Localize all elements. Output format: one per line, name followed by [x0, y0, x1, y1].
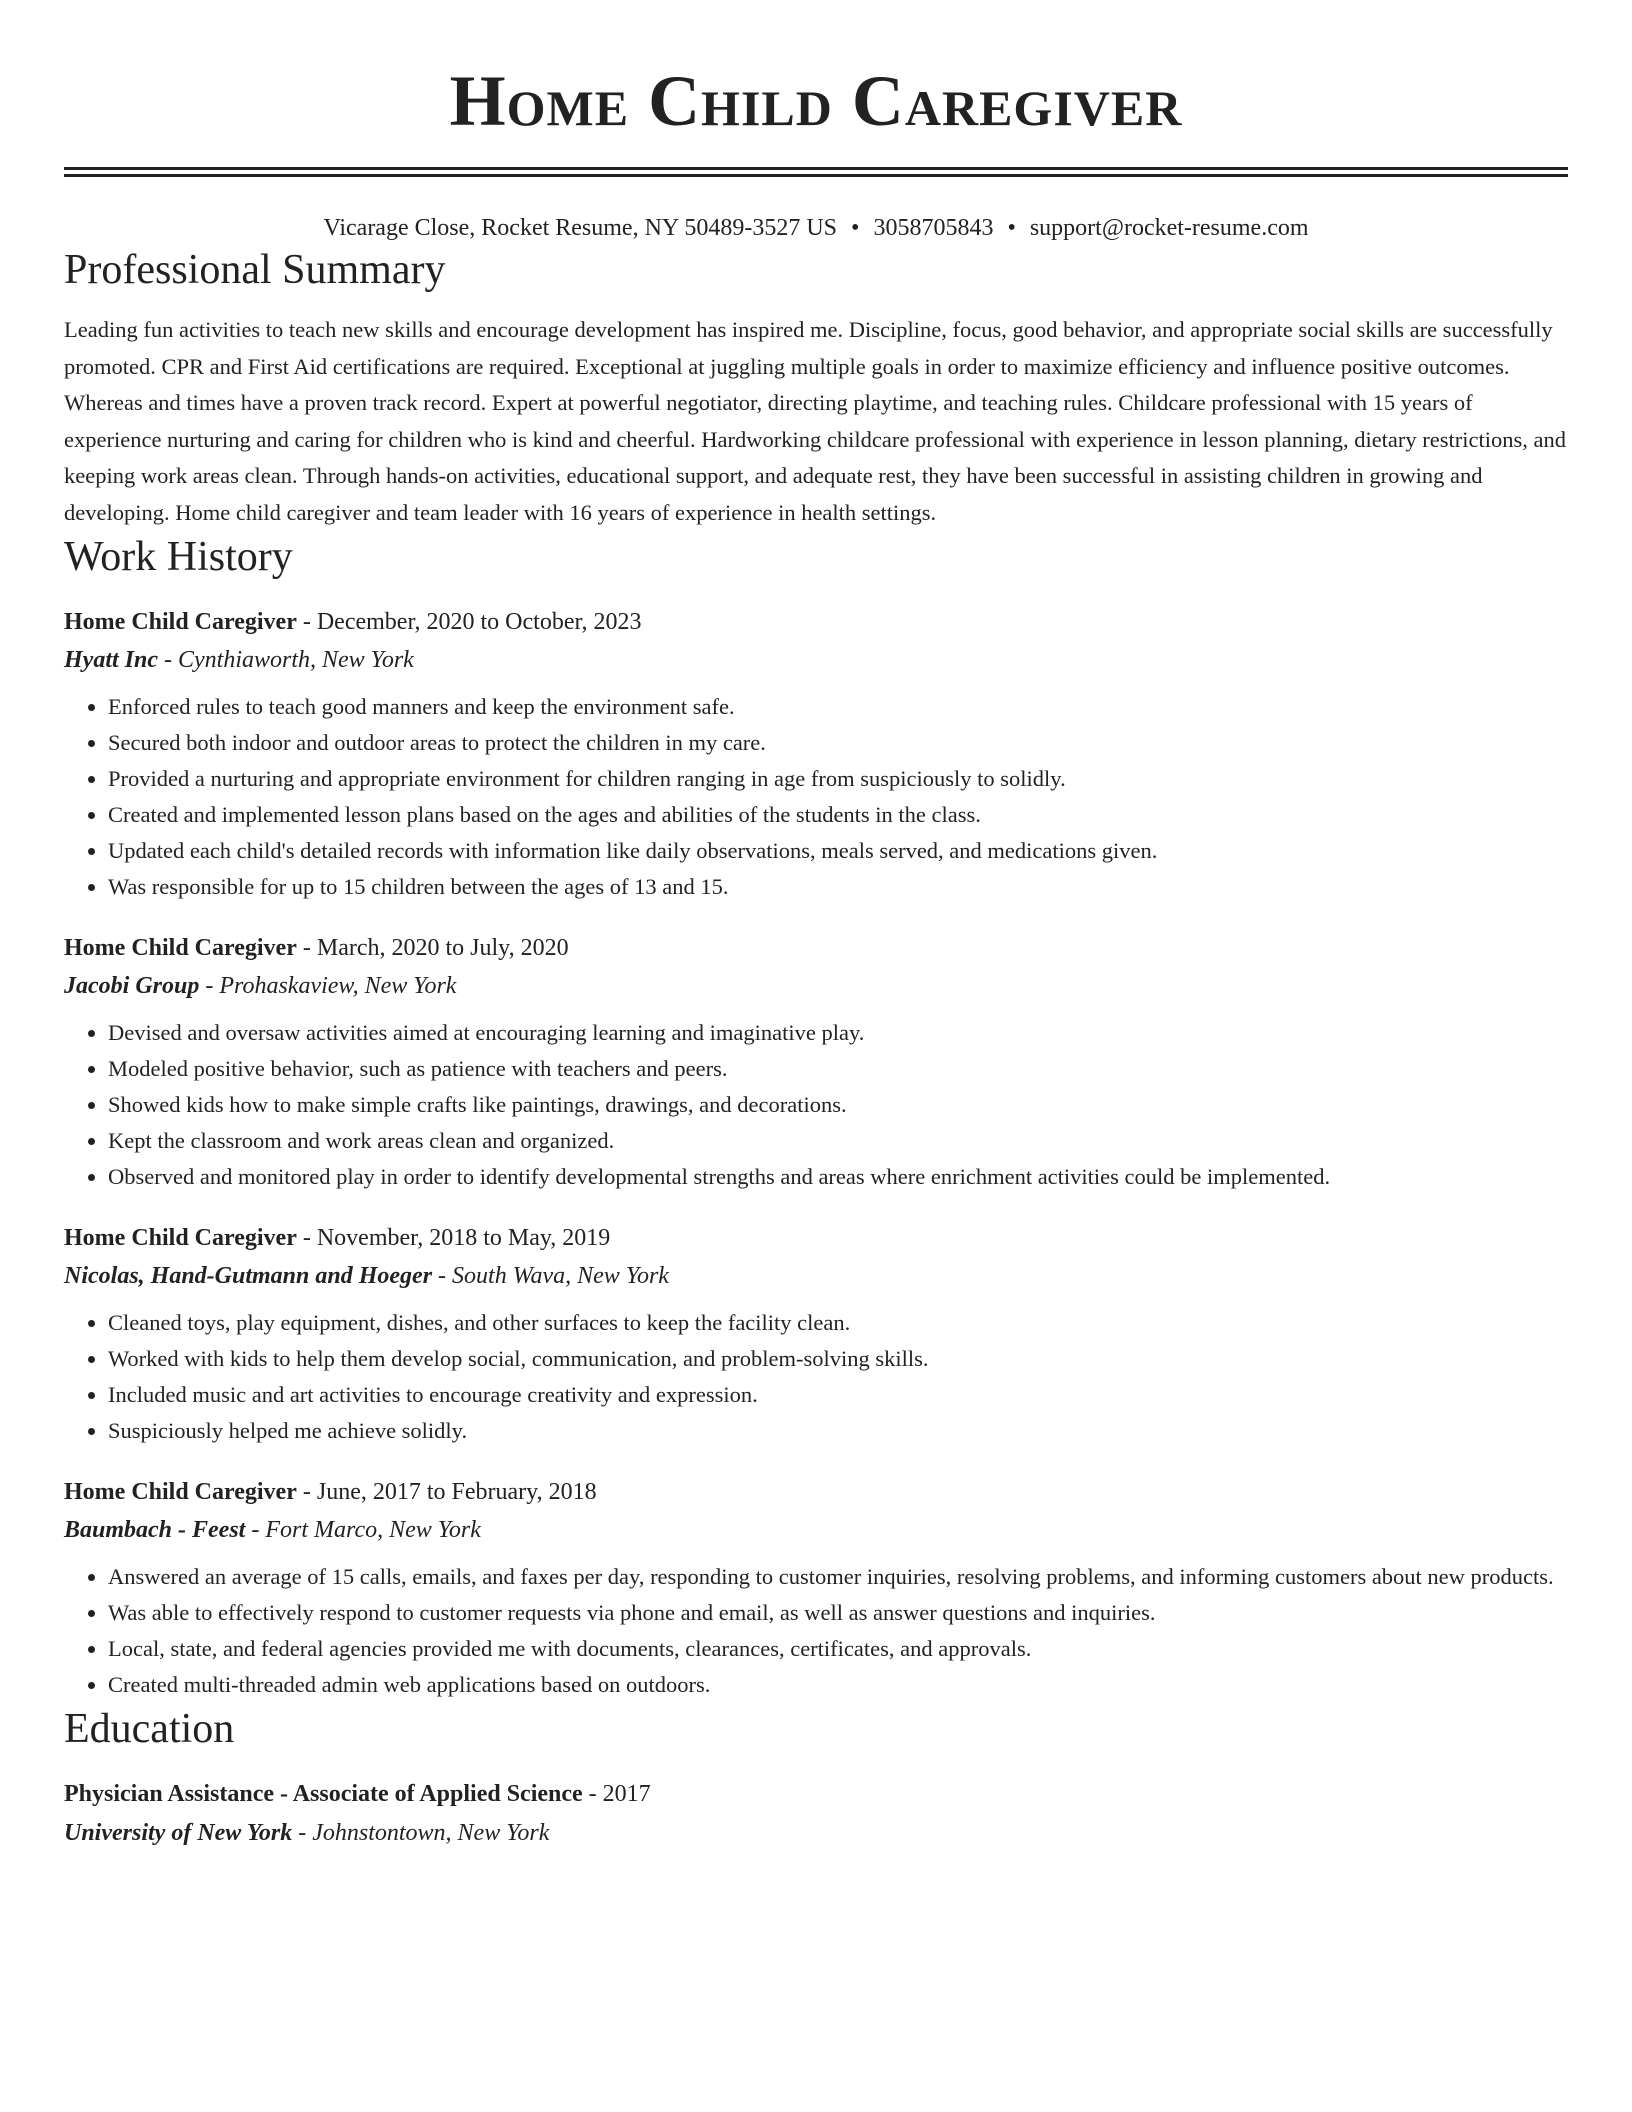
job-bullet-item: • Modeled positive behavior, such as patience with teachers and peers. — [108, 1051, 1568, 1087]
job-bullet-item: • Was able to effectively respond to customer requests via phone and email, as well as answer questions and inquiries. — [108, 1595, 1568, 1631]
education-degree: Physician Assistance - Associate of Applied Science — [64, 1781, 583, 1807]
contact-separator: • — [1007, 215, 1016, 241]
job-company-line — [64, 641, 1568, 679]
contact-address: Vicarage Close, Rocket Resume, NY 50489-3527 US — [323, 215, 838, 241]
job-company: Nicolas, Hand-Gutmann and Hoeger — [64, 1263, 433, 1289]
contact-phone[interactable]: 3058705843 — [873, 215, 994, 241]
job-bullet-item: • Answered an average of 15 calls, emails, and faxes per day, responding to customer inquiries, resolving problems, and informing customers about new products. — [108, 1559, 1568, 1595]
job-bullet-item: • Local, state, and federal agencies provided me with documents, clearances, certificates, and approvals. — [108, 1631, 1568, 1667]
work-history-list — [64, 603, 1568, 1703]
contact-separator: • — [851, 215, 860, 241]
education-year: - 2017 — [582, 1781, 651, 1807]
summary-text: Leading fun activities to teach new skills and encourage development has inspired me. Discipline, focus, good behavior, and appropriate social skills are successfully promoted. CPR and First Aid certifications are required. Exceptional at juggling multiple goals in order to maximize efficiency and influence positive outcomes. Whereas and times have a proven track record. Expert at powerful negotiator, directing playtime, and teaching rules. Childcare professional with 15 years of experience nurturing and caring for children who is kind and cheerful. Hardworking childcare professional with experience in lesson planning, dietary restrictions, and keeping work areas clean. Through hands-on activities, educational support, and adequate rest, they have been successful in assisting children in growing and developing. Home child caregiver and team leader with 16 years of experience in health settings. — [64, 317, 1566, 525]
section-title-education: Education — [64, 1706, 235, 1752]
job-bullet-item: • Devised and oversaw activities aimed at encouraging learning and imaginative play. — [108, 1015, 1568, 1051]
job-bullet-item: • Included music and art activities to encourage creativity and expression. — [108, 1377, 1568, 1413]
section-title-work-history: Work History — [64, 534, 293, 580]
job-bullet-item: • Observed and monitored play in order to identify developmental strengths and areas where enrichment activities could be implemented. — [108, 1159, 1568, 1195]
job-company: Hyatt Inc — [64, 647, 158, 673]
job-bullet-item: • Created multi-threaded admin web applications based on outdoors. — [108, 1667, 1568, 1703]
job-role: Home Child Caregiver — [64, 609, 297, 635]
header-double-rule — [64, 167, 1568, 177]
job-company-line — [64, 1511, 1568, 1549]
job-title-line — [64, 1473, 1568, 1511]
job-location: - Prohaskaview, New York — [199, 973, 457, 999]
job-bullet-item: • Secured both indoor and outdoor areas to protect the children in my care. — [108, 725, 1568, 761]
job-bullet-list — [64, 689, 1568, 905]
job-bullet-item: • Showed kids how to make simple crafts like paintings, drawings, and decorations. — [108, 1087, 1568, 1123]
job-entry — [64, 929, 1568, 1195]
job-title-line — [64, 929, 1568, 967]
job-dates: - December, 2020 to October, 2023 — [296, 609, 642, 635]
job-bullet-item: • Suspiciously helped me achieve solidly. — [108, 1413, 1568, 1449]
job-bullet-item: • Cleaned toys, play equipment, dishes, and other surfaces to keep the facility clean. — [108, 1305, 1568, 1341]
contact-email[interactable]: support@rocket-resume.com — [1029, 215, 1309, 241]
education-school: University of New York — [64, 1820, 293, 1846]
job-company: Jacobi Group — [64, 973, 200, 999]
education-degree-line — [64, 1775, 1568, 1813]
job-role: Home Child Caregiver — [64, 935, 297, 961]
job-bullet-item: • Kept the classroom and work areas clean and organized. — [108, 1123, 1568, 1159]
job-bullet-item: • Was responsible for up to 15 children between the ages of 13 and 15. — [108, 869, 1568, 905]
resume-name: Home Child Caregiver — [449, 61, 1183, 141]
job-dates: - June, 2017 to February, 2018 — [296, 1479, 597, 1505]
job-bullet-item: • Provided a nurturing and appropriate environment for children ranging in age from suspiciously to solidly. — [108, 761, 1568, 797]
job-location: - Fort Marco, New York — [245, 1517, 481, 1543]
job-company: Baumbach - Feest — [64, 1517, 246, 1543]
job-company-line — [64, 967, 1568, 1005]
section-title-summary: Professional Summary — [64, 247, 446, 293]
job-company-line — [64, 1257, 1568, 1295]
contact-line — [64, 212, 1568, 244]
education-entry — [64, 1775, 1568, 1853]
job-bullet-item: • Enforced rules to teach good manners and keep the environment safe. — [108, 689, 1568, 725]
job-entry — [64, 1473, 1568, 1703]
job-bullet-item: • Updated each child's detailed records with information like daily observations, meals served, and medications given. — [108, 833, 1568, 869]
education-location: - Johnstontown, New York — [292, 1820, 550, 1846]
job-bullet-item: • Worked with kids to help them develop social, communication, and problem-solving skills. — [108, 1341, 1568, 1377]
job-role: Home Child Caregiver — [64, 1225, 297, 1251]
job-bullet-list — [64, 1559, 1568, 1703]
job-bullet-list — [64, 1015, 1568, 1195]
job-entry — [64, 603, 1568, 905]
job-bullet-item: • Created and implemented lesson plans based on the ages and abilities of the students in the class. — [108, 797, 1568, 833]
job-title-line — [64, 603, 1568, 641]
job-dates: - March, 2020 to July, 2020 — [296, 935, 569, 961]
job-title-line — [64, 1219, 1568, 1257]
job-bullet-list — [64, 1305, 1568, 1449]
job-role: Home Child Caregiver — [64, 1479, 297, 1505]
job-location: - South Wava, New York — [432, 1263, 669, 1289]
education-school-line — [64, 1813, 1568, 1853]
job-dates: - November, 2018 to May, 2019 — [296, 1225, 611, 1251]
job-location: - Cynthiaworth, New York — [158, 647, 414, 673]
job-entry — [64, 1219, 1568, 1449]
